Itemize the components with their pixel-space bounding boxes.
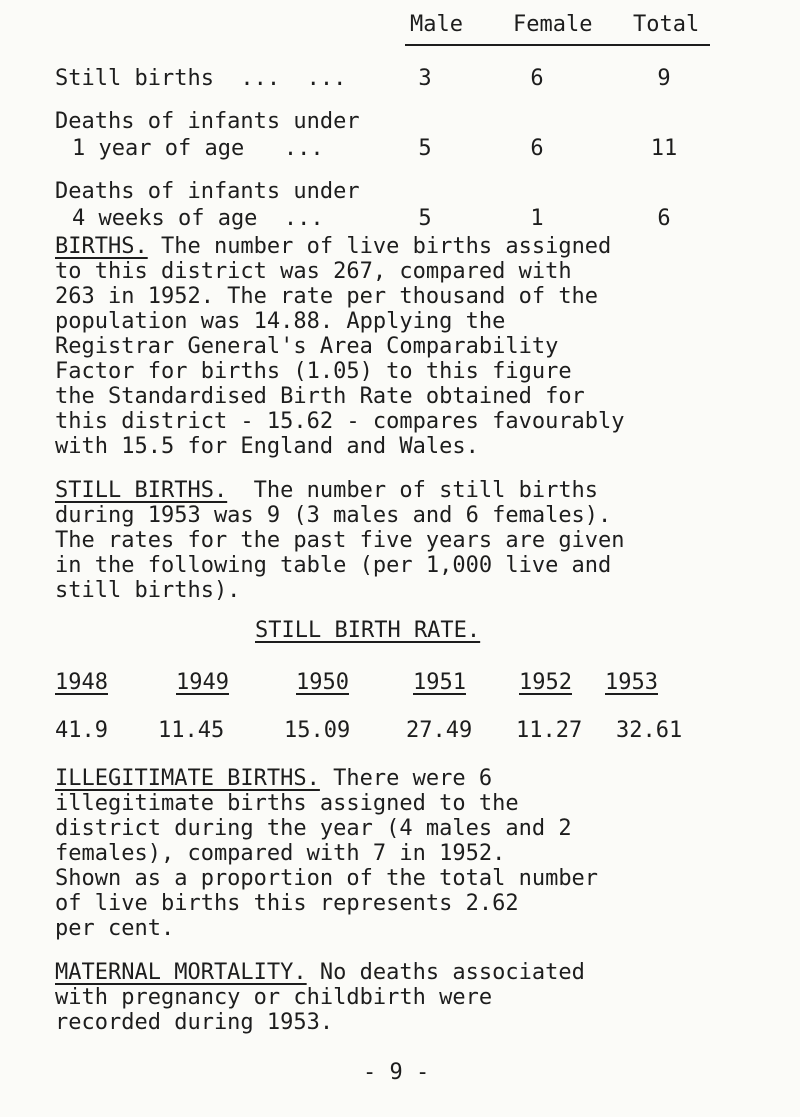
year-cell: 1948 bbox=[55, 670, 108, 695]
rate-cell: 41.9 bbox=[55, 718, 108, 743]
year-cell: 1951 bbox=[413, 670, 466, 695]
page-number: - 9 - bbox=[363, 1060, 430, 1085]
cell-male: 5 bbox=[418, 136, 432, 161]
still-births-heading: STILL BIRTHS. bbox=[55, 478, 228, 503]
still-birth-rate-title: STILL BIRTH RATE. bbox=[255, 618, 481, 643]
illegitimate-heading: ILLEGITIMATE BIRTHS. bbox=[55, 766, 320, 791]
header-female: Female bbox=[513, 12, 593, 37]
maternal-mortality-paragraph: MATERNAL MORTALITY. No deaths associated with pregnancy or childbirth were recorded during 1953. bbox=[55, 960, 585, 1035]
rate-cell: 27.49 bbox=[406, 718, 473, 743]
row-label: Still births ... ... bbox=[55, 66, 347, 91]
row-label: 1 year of age ... bbox=[72, 136, 324, 161]
births-heading: BIRTHS. bbox=[55, 234, 148, 259]
cell-female: 1 bbox=[530, 206, 544, 231]
year-cell: 1950 bbox=[296, 670, 349, 695]
header-total: Total bbox=[633, 12, 700, 37]
year-cell: 1949 bbox=[176, 670, 229, 695]
row-label: Deaths of infants under bbox=[55, 109, 360, 134]
header-rule bbox=[405, 44, 710, 46]
cell-male: 3 bbox=[418, 66, 432, 91]
year-cell: 1953 bbox=[605, 670, 658, 695]
still-births-paragraph: STILL BIRTHS. The number of still births during 1953 was 9 (3 males and 6 females). The rates for the past five years are given in the following table (per 1,000 live and still births). bbox=[55, 478, 625, 603]
cell-female: 6 bbox=[530, 66, 544, 91]
rate-cell: 32.61 bbox=[616, 718, 683, 743]
cell-total: 9 bbox=[657, 66, 671, 91]
row-label: 4 weeks of age ... bbox=[72, 206, 324, 231]
row-label: Deaths of infants under bbox=[55, 179, 360, 204]
maternal-heading: MATERNAL MORTALITY. bbox=[55, 960, 307, 985]
cell-male: 5 bbox=[418, 206, 432, 231]
rate-cell: 11.45 bbox=[158, 718, 225, 743]
cell-female: 6 bbox=[530, 136, 544, 161]
illegitimate-births-paragraph: ILLEGITIMATE BIRTHS. There were 6 illegitimate births assigned to the district during the year (4 males and 2 females), compared with 7 in 1952. Shown as a proportion of the total number of live births this represents 2.62 per cent. bbox=[55, 766, 599, 941]
rate-cell: 11.27 bbox=[516, 718, 583, 743]
births-paragraph: BIRTHS. The number of live births assigned to this district was 267, compared with 263 in 1952. The rate per thousand of the population was 14.88. Applying the Registrar General's Area Comparability Factor for births (1.05) to this figure the Standardised Birth Rate obtained for this district - 15.62 - compares favourably with 15.5 for England and Wales. bbox=[55, 234, 625, 459]
cell-total: 6 bbox=[657, 206, 671, 231]
year-cell: 1952 bbox=[519, 670, 572, 695]
rate-cell: 15.09 bbox=[284, 718, 351, 743]
cell-total: 11 bbox=[650, 136, 678, 161]
header-male: Male bbox=[410, 12, 463, 37]
